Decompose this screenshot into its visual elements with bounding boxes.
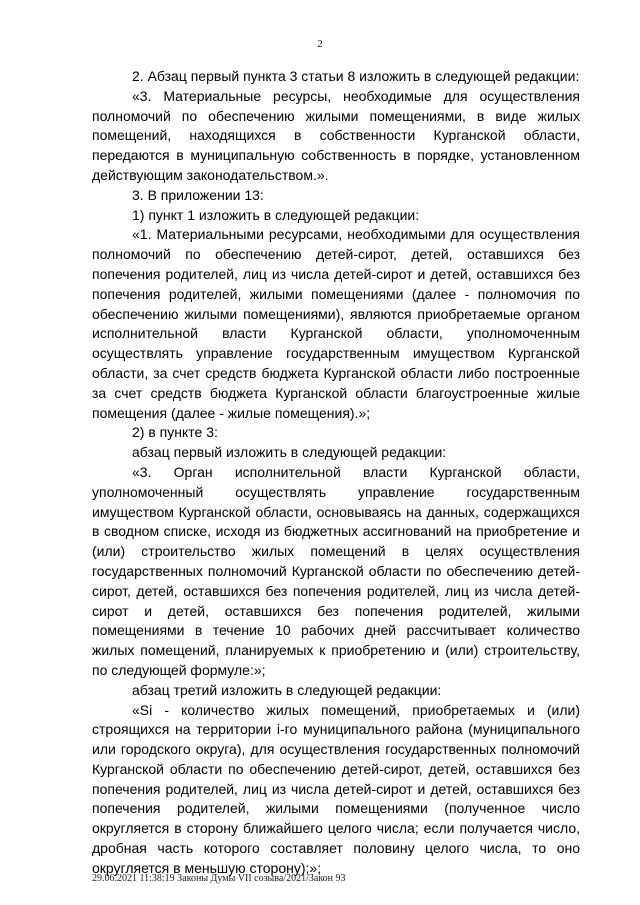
paragraph-item-2: 2) в пункте 3: [132,424,218,441]
paragraph-quote-article-8: «3. Материальные ресурсы, необходимые для осуществления полномочий по обеспечению жилыми помещениями, в виде жилых помещений, находящихся в собственности Курганской области, передаются в муниципальную собственность в порядке, установленном действующим законодательством.». [92,87,580,183]
paragraph-item-1: 1) пункт 1 изложить в следующей редакции: [132,206,420,223]
document-body [92,67,580,879]
paragraph-first-abzac: абзац первый изложить в следующей редакции: [132,444,447,461]
document-footer: 29.06.2021 11:38:19 Законы Думы VII созыва/2021/Закон 93 [92,873,346,884]
paragraph-amendment-2: 2. Абзац первый пункта 3 статьи 8 изложить в следующей редакции: [132,68,580,84]
page-number: 2 [317,38,323,50]
paragraph-quote-item-3: «3. Орган исполнительной власти Курганской области, уполномоченный осуществлять управление государственным имуществом Курганской области, основываясь на данных, содержащихся в сводном списке, исходя из бюджетных ассигнований на приобретение и (или) строительство жилых помещений в целях осуществления государственных полномочий Курганской области по обеспечению детей-сирот, детей, оставшихся без попечения родителей, лиц из числа детей-сирот и детей, оставшихся без попечения родителей, жилыми помещениями в течение 10 рабочих дней рассчитывает количество жилых помещений, планируемых к приобретению и (или) строительству, по следующей формуле:»; [92,463,580,678]
paragraph-quote-si: «Si - количество жилых помещений, приобретаемых и (или) строящихся на территории i-го муниципального района (муниципального или городского округа), для осуществления государственных полномочий Курганской области по обеспечению детей-сирот, детей, оставшихся без попечения родителей, лиц из числа детей-сирот и детей, оставшихся без попечения родителей, жилыми помещениями (полученное число округляется в сторону ближайшего целого числа; если получается число, дробная часть которого составляет половину целого числа, то оно округляется в меньшую сторону);»; [92,701,580,876]
paragraph-amendment-3: 3. В приложении 13: [132,186,264,203]
paragraph-third-abzac: абзац третий изложить в следующей редакции: [132,681,442,698]
paragraph-quote-item-1: «1. Материальными ресурсами, необходимыми для осуществления полномочий по обеспечению детей-сирот, детей, оставшихся без попечения родителей, лиц из числа детей-сирот и детей, оставшихся без попечения родителей, жилыми помещениями (далее - полномочия по обеспечению жилыми помещениями), являются приобретаемые органом исполнительной власти Курганской области, уполномоченным осуществлять управление государственным имуществом Курганской области, за счет средств бюджета Курганской области либо построенные за счет средств бюджета Курганской области благоустроенные жилые помещения (далее - жилые помещения).»; [92,226,580,421]
document-page [92,0,580,905]
